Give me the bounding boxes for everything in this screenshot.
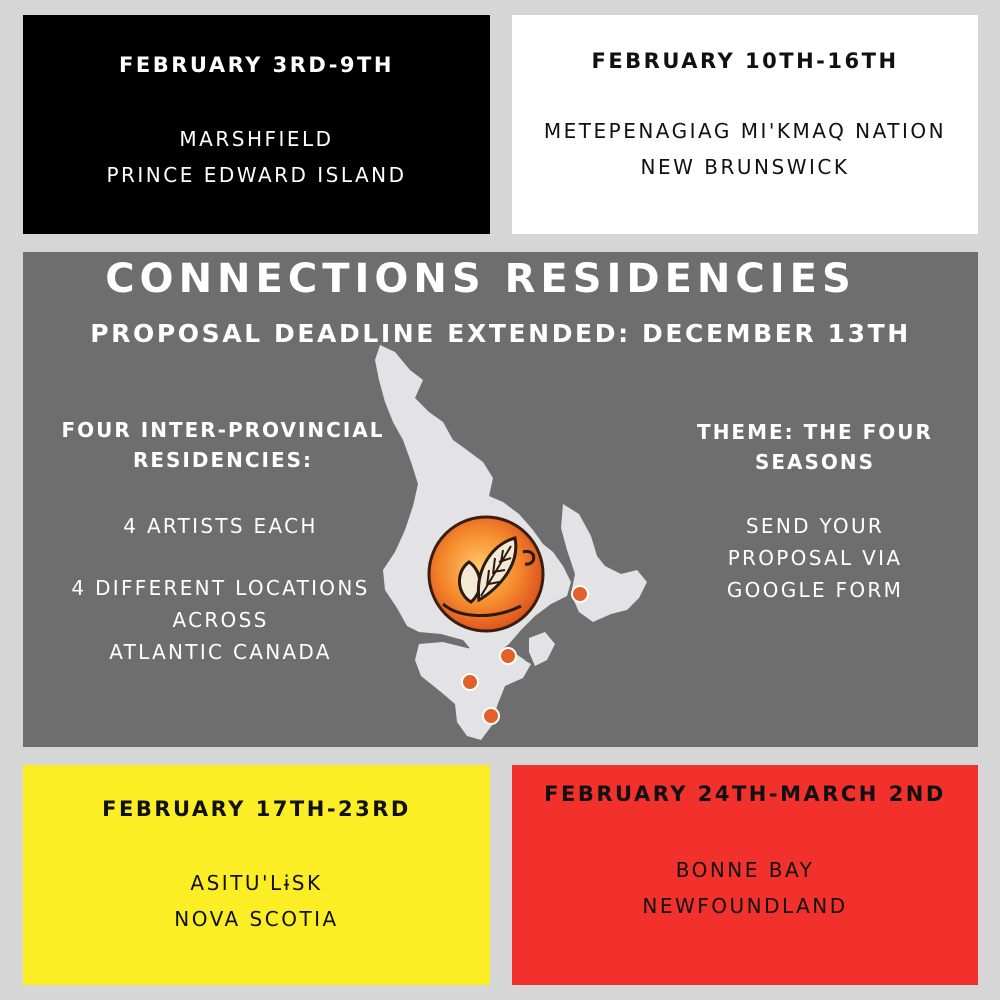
text-line: ATLANTIC CANADA: [109, 640, 332, 664]
artists-count: 4 ARTISTS EACH: [123, 514, 318, 538]
text-line: ACROSS: [172, 608, 269, 632]
location-marker-icon: [572, 586, 588, 602]
residency-panel-newfoundland: [512, 765, 978, 985]
heading-line: RESIDENCIES:: [132, 448, 314, 472]
residency-date: FEBRUARY 10TH-16TH: [591, 49, 899, 73]
residency-location: [512, 113, 978, 185]
location-marker-icon: [483, 708, 499, 724]
page-title: CONNECTIONS RESIDENCIES: [105, 256, 856, 302]
location-line: PRINCE EDWARD ISLAND: [106, 163, 407, 187]
residency-location: [23, 121, 490, 193]
location-marker-icon: [462, 674, 478, 690]
leaf-sun-logo-icon: [429, 517, 543, 631]
residency-date: FEBRUARY 17TH-23RD: [102, 797, 411, 821]
location-line: METEPENAGIAG MI'KMAQ NATION: [543, 119, 947, 143]
residency-panel-pei: [23, 15, 490, 234]
location-line: BONNE BAY: [675, 858, 815, 882]
location-line: NOVA SCOTIA: [174, 907, 339, 931]
heading-line: SEASONS: [754, 450, 876, 474]
location-marker-icon: [500, 648, 516, 664]
heading-line: FOUR INTER-PROVINCIAL: [61, 418, 385, 442]
proposal-instructions: [655, 510, 975, 606]
locations-text: [23, 572, 418, 668]
residency-panel-nova-scotia: [23, 765, 490, 985]
location-line: NEWFOUNDLAND: [642, 894, 848, 918]
residency-location: [512, 852, 978, 924]
location-line: MARSHFIELD: [179, 127, 334, 151]
location-line: NEW BRUNSWICK: [640, 155, 850, 179]
residency-date: FEBRUARY 24TH-MARCH 2ND: [544, 782, 946, 806]
text-line: SEND YOUR: [745, 514, 885, 538]
deadline-subtitle: PROPOSAL DEADLINE EXTENDED: DECEMBER 13TH: [90, 319, 911, 348]
residency-date: FEBRUARY 3RD-9TH: [119, 53, 394, 77]
residencies-heading: [23, 415, 423, 475]
heading-line: THEME: THE FOUR: [697, 420, 933, 444]
text-line: 4 DIFFERENT LOCATIONS: [71, 576, 370, 600]
residency-panel-new-brunswick: [512, 15, 978, 234]
text-line: PROPOSAL VIA: [727, 546, 903, 570]
info-panel: [23, 252, 978, 747]
residency-location: [23, 865, 490, 937]
theme-heading: [655, 417, 975, 477]
location-line: ASITU'LɨSK: [190, 871, 323, 895]
text-line: GOOGLE FORM: [726, 578, 904, 602]
